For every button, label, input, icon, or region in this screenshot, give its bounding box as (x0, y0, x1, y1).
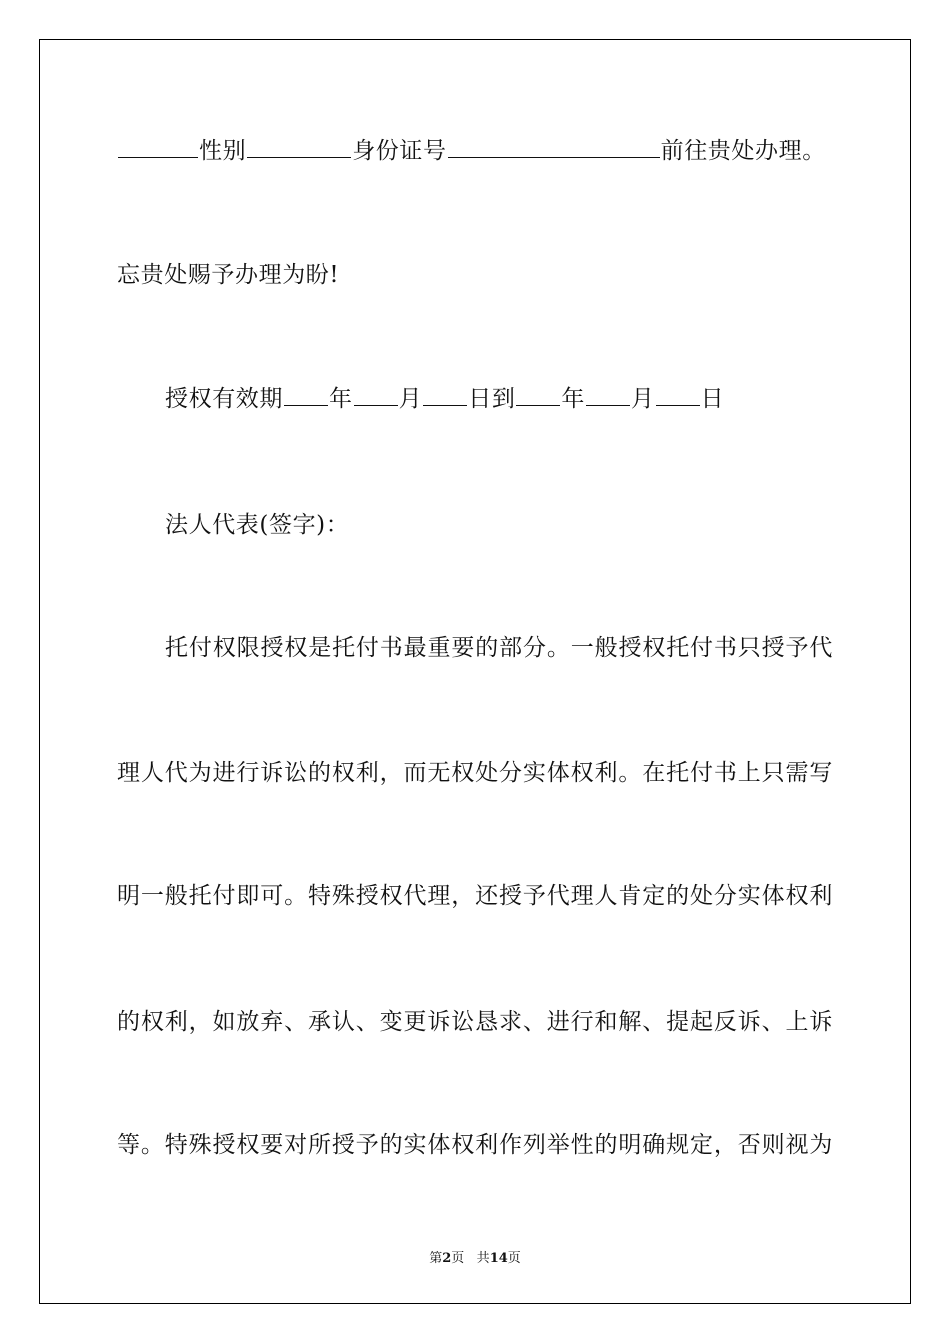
gender-label: 性别 (199, 138, 247, 164)
name-blank[interactable] (118, 135, 198, 158)
id-number-blank[interactable] (448, 135, 660, 158)
year-label-end: 年 (561, 386, 586, 412)
day-to-label: 日到 (468, 386, 516, 412)
form-line-gender-id (117, 135, 833, 166)
body-line-2: 理人代为进行诉讼的权利，而无权处分实体权利。在托付书上只需写 (117, 760, 833, 786)
id-number-label: 身份证号 (352, 138, 447, 164)
start-month-blank[interactable] (354, 383, 398, 406)
validity-line (165, 383, 833, 414)
footer-page-number: 2 (442, 1251, 452, 1266)
body-line-4: 的权利，如放弃、承认、变更诉讼恳求、进行和解、提起反诉、上诉 (117, 1009, 833, 1035)
end-month-blank[interactable] (586, 383, 630, 406)
start-year-blank[interactable] (284, 383, 328, 406)
month-label: 月 (398, 386, 423, 412)
body-line-3: 明一般托付即可。特殊授权代理，还授予代理人肯定的处分实体权利 (117, 883, 833, 909)
validity-label: 授权有效期 (165, 386, 283, 412)
year-label: 年 (329, 386, 353, 412)
page-frame (39, 39, 911, 1304)
page-footer (0, 1247, 950, 1266)
go-handle-label: 前往贵处办理。 (660, 138, 826, 164)
footer-total-suffix: 页 (507, 1251, 521, 1266)
footer-page-suffix: 页 (451, 1251, 465, 1266)
gender-blank[interactable] (247, 135, 351, 158)
footer-prefix: 第 (429, 1251, 443, 1266)
closing-line: 忘贵处赐予办理为盼! (117, 262, 340, 288)
start-day-blank[interactable] (423, 383, 467, 406)
footer-total-prefix: 共 (476, 1251, 490, 1266)
footer-total-pages: 14 (489, 1251, 508, 1266)
month-label-end: 月 (631, 386, 655, 412)
signature-label: 法人代表(签字)： (165, 512, 350, 538)
end-day-blank[interactable] (656, 383, 700, 406)
day-label-end: 日 (700, 386, 725, 412)
body-line-1: 托付权限授权是托付书最重要的部分。一般授权托付书只授予代 (165, 635, 833, 661)
end-year-blank[interactable] (516, 383, 560, 406)
body-line-5: 等。特殊授权要对所授予的实体权利作列举性的明确规定，否则视为 (117, 1132, 833, 1158)
